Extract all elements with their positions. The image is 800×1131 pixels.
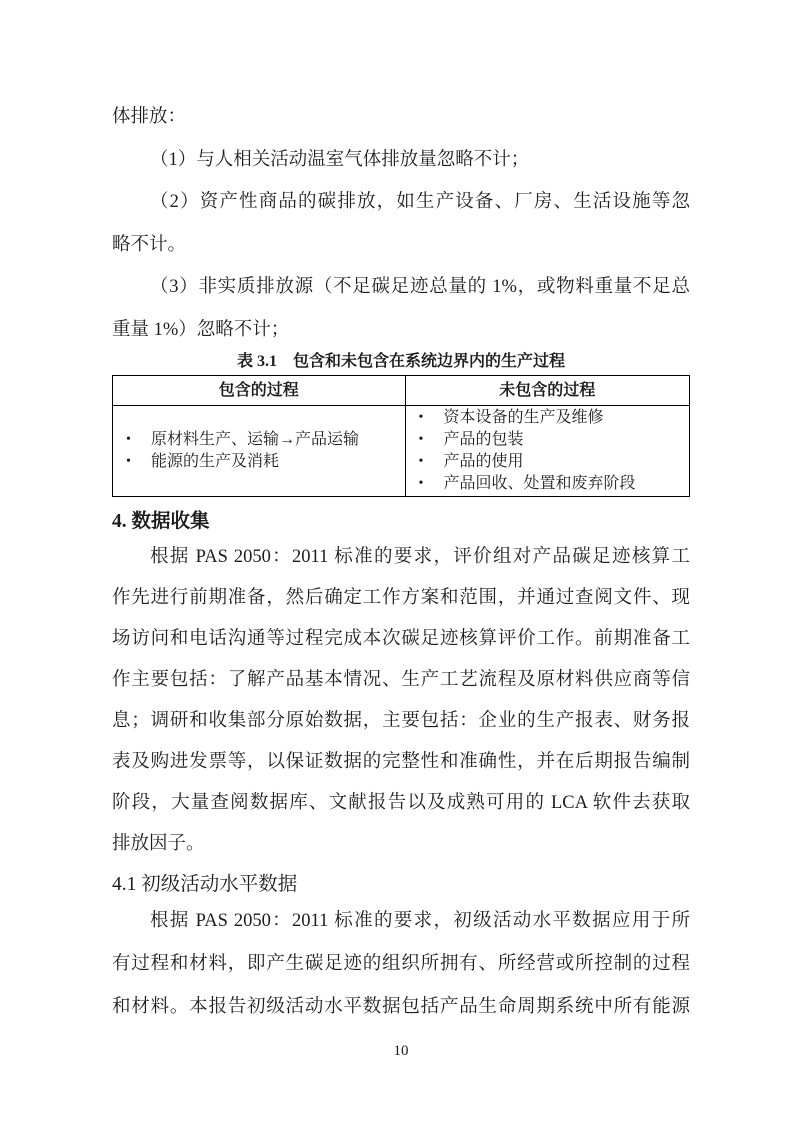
list-item-text: 产品的使用 — [443, 453, 524, 470]
section-heading-4-1: 4.1 初级活动水平数据 — [112, 874, 298, 895]
exclusions-block — [112, 96, 690, 351]
list-item-text: 能源的生产及消耗 — [151, 453, 280, 470]
page-number: 10 — [393, 1043, 409, 1059]
list-item — [406, 451, 689, 473]
text-line: 作先进行前期准备，然后确定工作方案和范围，并通过查阅文件、现 — [112, 588, 690, 608]
list-item-text: 原材料生产、运输→产品运输 — [151, 431, 360, 448]
text-line: 有过程和材料，即产生碳足迹的组织所拥有、所经营或所控制的过程 — [112, 954, 690, 974]
bullet-icon: • — [126, 432, 131, 447]
bullet-icon: • — [126, 454, 131, 469]
text-line: 重量 1%）忽略不计； — [112, 319, 290, 340]
text-line: 表及购进发票等，以保证数据的完整性和准确性，并在后期报告编制 — [112, 752, 690, 772]
text-line: 排放因子。 — [112, 834, 205, 854]
page-content — [112, 0, 690, 1061]
table-body-row — [113, 406, 690, 497]
text-line: 根据 PAS 2050：2011 标准的要求，评价组对产品碳足迹核算工 — [150, 547, 690, 567]
section-heading-4: 4. 数据收集 — [112, 511, 210, 532]
bullet-icon: • — [418, 476, 424, 491]
list-item — [406, 429, 689, 451]
text-line: 阶段，大量查阅数据库、文献报告以及成熟可用的 LCA 软件去获取 — [112, 793, 690, 813]
text-line: 根据 PAS 2050：2011 标准的要求，初级活动水平数据应用于所 — [150, 911, 690, 931]
list-item — [406, 473, 689, 495]
list-item — [113, 451, 405, 473]
table-header-row — [113, 376, 690, 406]
text-line: （1）与人相关活动温室气体排放量忽略不计； — [150, 149, 530, 170]
text-line: （3）非实质排放源（不足碳足迹总量的 1%，或物料重量不足总 — [150, 277, 690, 297]
included-excluded-table — [112, 375, 690, 497]
table-cell-included — [113, 406, 406, 497]
section-4-paragraph — [112, 537, 690, 865]
list-item — [113, 429, 405, 451]
bullet-icon: • — [418, 454, 424, 469]
bullet-icon: • — [418, 410, 424, 425]
list-item-text: 产品回收、处置和废弃阶段 — [443, 475, 636, 492]
list-item — [406, 407, 689, 429]
text-line: 略不计。 — [112, 234, 187, 255]
text-line: 作主要包括：了解产品基本情况、生产工艺流程及原材料供应商等信 — [112, 670, 690, 690]
text-line: 息；调研和收集部分原始数据，主要包括：企业的生产报表、财务报 — [112, 711, 690, 731]
text-line: （2）资产性商品的碳排放，如生产设备、厂房、生活设施等忽 — [150, 192, 690, 212]
text-line: 体排放： — [112, 107, 187, 127]
text-line: 场访问和电话沟通等过程完成本次碳足迹核算评价工作。前期准备工 — [112, 629, 690, 649]
table-caption: 表 3.1 包含和未包含在系统边界内的生产过程 — [236, 353, 565, 370]
table-header-included: 包含的过程 — [113, 376, 406, 406]
bullet-icon: • — [418, 432, 424, 447]
section-4-1-paragraph — [112, 900, 690, 1029]
list-item-text: 资本设备的生产及维修 — [443, 409, 604, 426]
table-header-excluded: 未包含的过程 — [405, 376, 689, 406]
text-line: 和材料。本报告初级活动水平数据包括产品生命周期系统中所有能源 — [112, 997, 690, 1017]
list-item-text: 产品的包装 — [443, 431, 524, 448]
table-cell-excluded — [405, 406, 689, 497]
